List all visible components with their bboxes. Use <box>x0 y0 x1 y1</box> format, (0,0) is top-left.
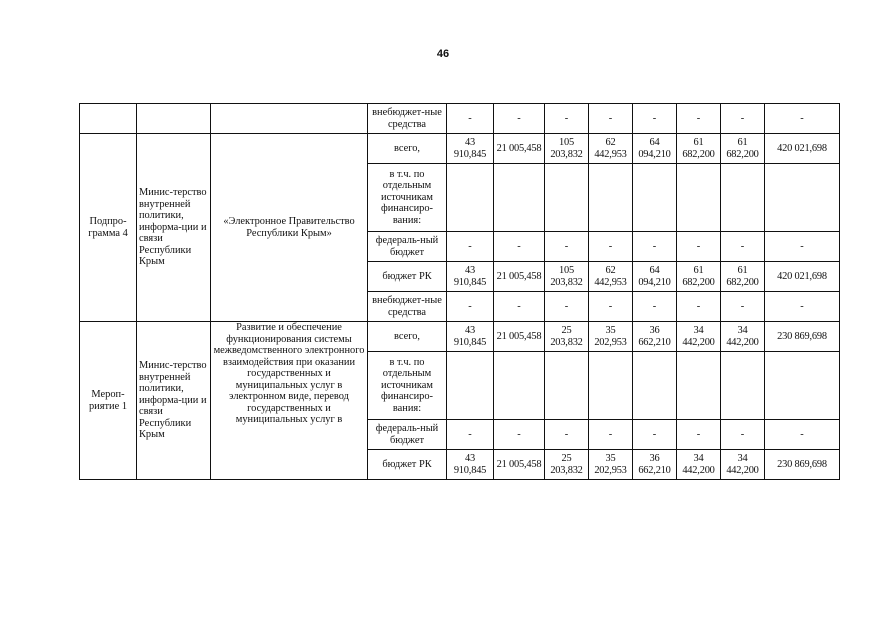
value-cell: - <box>494 420 545 450</box>
program-name-cell: Развитие и обеспечение функционирования системы межведомственного электронного взаимодействия при оказании государственных и муниципальных услуг в электронном виде, перевод государственных и муниципальных услуг в <box>211 322 368 480</box>
value-cell: 35 202,953 <box>589 322 633 352</box>
responsible-executor-cell: Минис-терство внутренней политики, информа-ции и связи Республики Крым <box>137 322 211 480</box>
value-cell: 35 202,953 <box>589 450 633 480</box>
value-cell: - <box>765 292 840 322</box>
value-cell: 61 682,200 <box>677 262 721 292</box>
value-cell: 34 442,200 <box>677 322 721 352</box>
value-cell: 21 005,458 <box>494 450 545 480</box>
value-cell: 43 910,845 <box>447 322 494 352</box>
value-cell: 61 682,200 <box>721 134 765 164</box>
value-cell: 43 910,845 <box>447 134 494 164</box>
table-row <box>80 104 840 134</box>
funding-source-cell: внебюджет-ные средства <box>368 292 447 322</box>
value-cell <box>545 352 589 420</box>
program-label-cell: Мероп-риятие 1 <box>80 322 137 480</box>
value-cell: 230 869,698 <box>765 450 840 480</box>
value-cell: - <box>447 420 494 450</box>
value-cell <box>721 352 765 420</box>
value-cell: 420 021,698 <box>765 262 840 292</box>
funding-source-cell: в т.ч. по отдельным источникам финансиро-вания: <box>368 352 447 420</box>
value-cell: 21 005,458 <box>494 262 545 292</box>
value-cell: - <box>721 420 765 450</box>
value-cell <box>721 164 765 232</box>
name-cell <box>211 104 368 134</box>
funding-source-cell: федераль-ный бюджет <box>368 232 447 262</box>
responsible-cell <box>137 104 211 134</box>
value-cell: 105 203,832 <box>545 262 589 292</box>
value-cell: - <box>721 292 765 322</box>
value-cell: 420 021,698 <box>765 134 840 164</box>
value-cell: 25 203,832 <box>545 450 589 480</box>
value-cell: - <box>589 104 633 134</box>
value-cell: - <box>494 292 545 322</box>
value-cell: 34 442,200 <box>721 322 765 352</box>
value-cell: - <box>633 292 677 322</box>
value-cell <box>447 164 494 232</box>
value-cell: 62 442,953 <box>589 134 633 164</box>
value-cell: - <box>494 232 545 262</box>
value-cell: - <box>677 104 721 134</box>
value-cell: - <box>545 420 589 450</box>
value-cell <box>589 164 633 232</box>
value-cell: 36 662,210 <box>633 450 677 480</box>
funding-source-cell: внебюджет-ные средства <box>368 104 447 134</box>
value-cell <box>447 352 494 420</box>
value-cell: - <box>589 232 633 262</box>
value-cell: - <box>447 232 494 262</box>
program-label-cell: Подпро-грамма 4 <box>80 134 137 322</box>
page-number: 46 <box>436 48 450 60</box>
funding-source-cell: в т.ч. по отдельным источникам финансиро-вания: <box>368 164 447 232</box>
value-cell <box>589 352 633 420</box>
value-cell: - <box>677 420 721 450</box>
value-cell: 36 662,210 <box>633 322 677 352</box>
funding-source-cell: бюджет РК <box>368 450 447 480</box>
label-cell <box>80 104 137 134</box>
value-cell: - <box>721 104 765 134</box>
value-cell <box>677 352 721 420</box>
value-cell: - <box>633 232 677 262</box>
value-cell: - <box>677 292 721 322</box>
funding-source-cell: всего, <box>368 134 447 164</box>
value-cell: 34 442,200 <box>677 450 721 480</box>
value-cell <box>765 164 840 232</box>
value-cell: - <box>447 104 494 134</box>
value-cell: 34 442,200 <box>721 450 765 480</box>
value-cell: 21 005,458 <box>494 322 545 352</box>
value-cell: - <box>677 232 721 262</box>
value-cell: - <box>545 104 589 134</box>
value-cell: 25 203,832 <box>545 322 589 352</box>
funding-source-cell: всего, <box>368 322 447 352</box>
value-cell: - <box>447 292 494 322</box>
value-cell <box>633 352 677 420</box>
value-cell <box>633 164 677 232</box>
value-cell: 43 910,845 <box>447 262 494 292</box>
value-cell: - <box>545 292 589 322</box>
program-name-cell: «Электронное Правительство Республики Крым» <box>211 134 368 322</box>
value-cell <box>677 164 721 232</box>
value-cell: - <box>765 232 840 262</box>
value-cell <box>765 352 840 420</box>
value-cell <box>494 352 545 420</box>
value-cell: 62 442,953 <box>589 262 633 292</box>
value-cell: 105 203,832 <box>545 134 589 164</box>
value-cell: - <box>721 232 765 262</box>
value-cell: - <box>633 420 677 450</box>
value-cell: - <box>494 104 545 134</box>
value-cell: 64 094,210 <box>633 262 677 292</box>
value-cell: 21 005,458 <box>494 134 545 164</box>
table-row <box>80 134 840 164</box>
value-cell: 61 682,200 <box>677 134 721 164</box>
value-cell: - <box>765 420 840 450</box>
value-cell: 64 094,210 <box>633 134 677 164</box>
table-row <box>80 322 840 352</box>
value-cell: 61 682,200 <box>721 262 765 292</box>
value-cell: 230 869,698 <box>765 322 840 352</box>
funding-source-cell: бюджет РК <box>368 262 447 292</box>
value-cell <box>494 164 545 232</box>
value-cell: - <box>765 104 840 134</box>
funding-source-cell: федераль-ный бюджет <box>368 420 447 450</box>
value-cell: - <box>589 420 633 450</box>
responsible-executor-cell: Минис-терство внутренней политики, информа-ции и связи Республики Крым <box>137 134 211 322</box>
value-cell: 43 910,845 <box>447 450 494 480</box>
value-cell <box>545 164 589 232</box>
funding-table <box>79 103 840 480</box>
value-cell: - <box>633 104 677 134</box>
value-cell: - <box>589 292 633 322</box>
value-cell: - <box>545 232 589 262</box>
